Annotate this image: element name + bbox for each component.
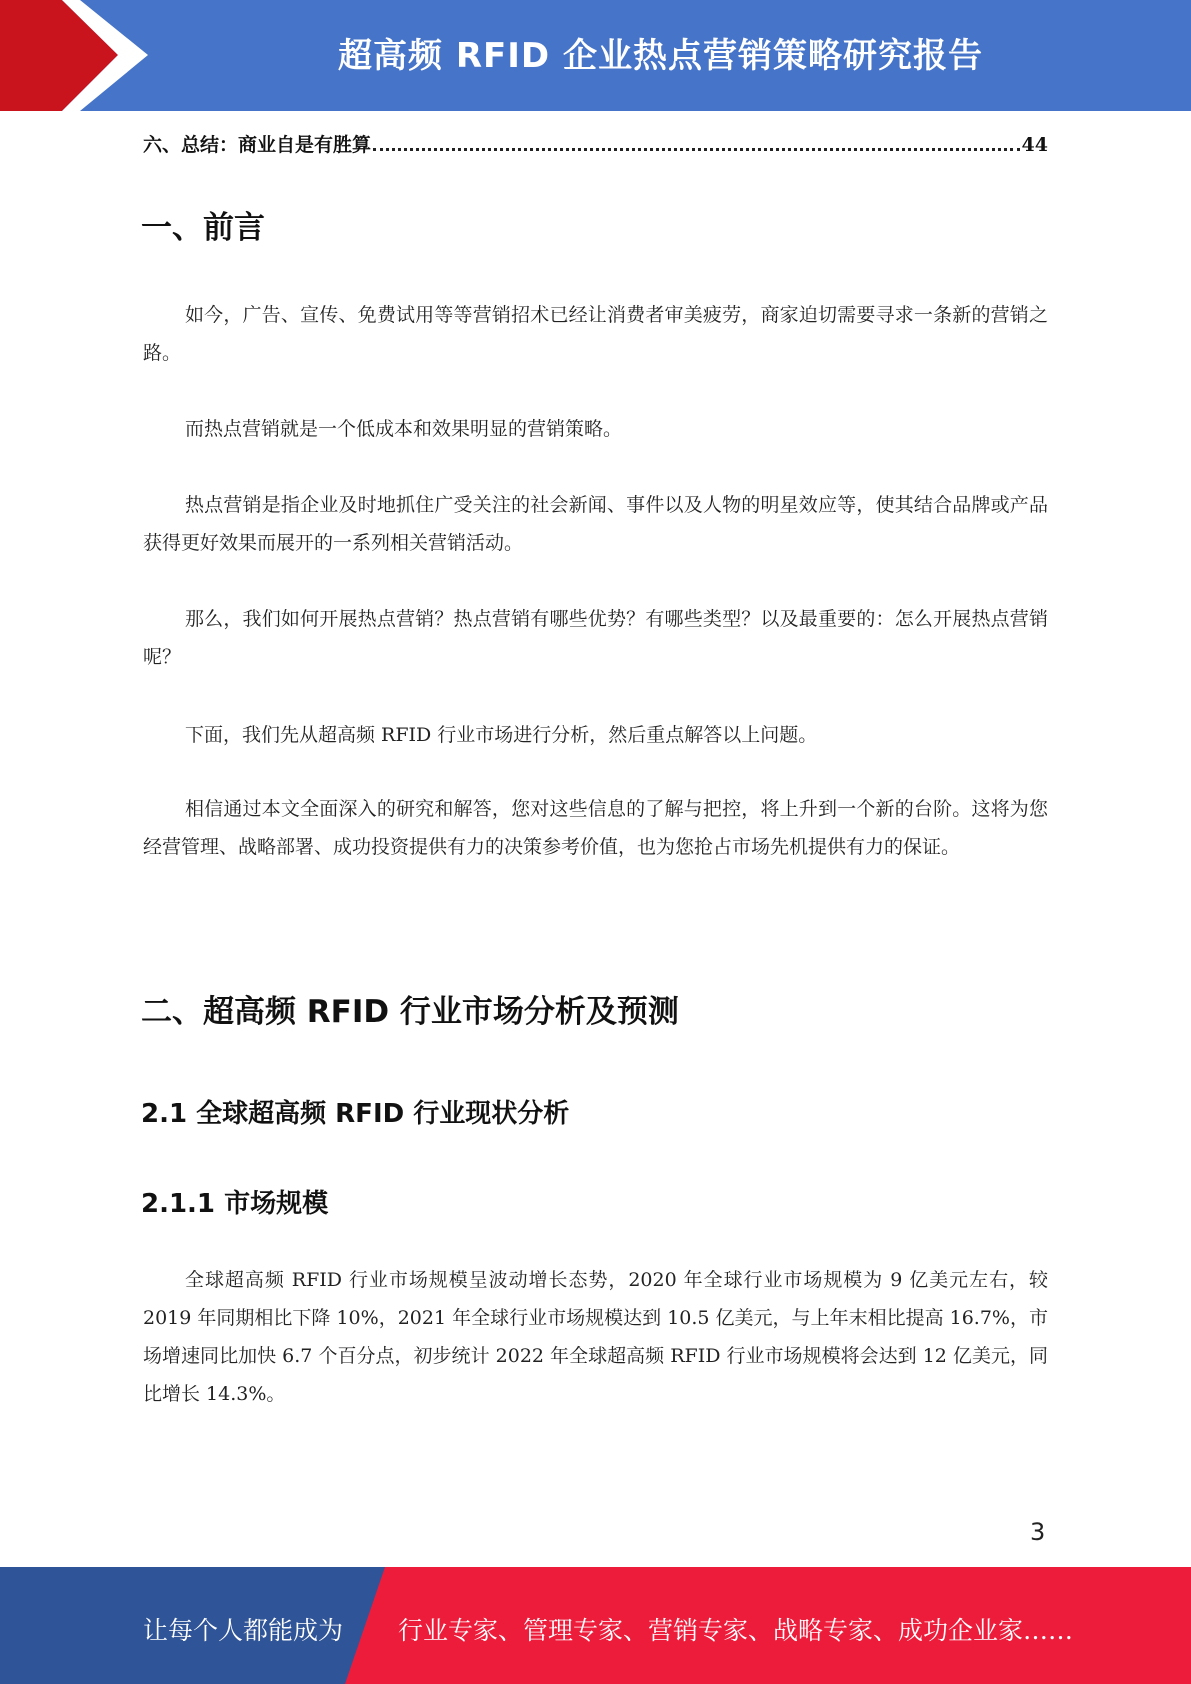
toc-entry-page: 44	[1021, 134, 1048, 156]
footer-slogan-left: 让每个人都能成为	[143, 1616, 344, 1645]
report-title: 超高频 RFID 企业热点营销策略研究报告	[338, 36, 983, 76]
preface-paragraph-2: 而热点营销就是一个低成本和效果明显的营销策略。	[185, 418, 623, 440]
footer-slogan-right: 行业专家、管理专家、营销专家、战略专家、成功企业家……	[398, 1616, 1074, 1645]
preface-paragraph-5: 下面，我们先从超高频 RFID 行业市场进行分析，然后重点解答以上问题。	[185, 724, 818, 746]
market-size-paragraph: 全球超高频 RFID 行业市场规模呈波动增长态势，2020 年全球行业市场规模为 9 亿美元左右，较 2019 年同期相比下降 10%，2021 年全球行业市场规模达到 10.5 亿美元，与上年末相比提高 16.7%，市场增速同比加快 6.7 个百分点，初步统计 2022 年全球超高频 RFID 行业市场规模将会达到 12 亿美元，同比增长 14.3%。	[143, 1269, 1048, 1405]
toc-entry-label: 六、总结：商业自是有胜算	[143, 134, 372, 156]
subsubsection-heading-market-size: 2.1.1 市场规模	[141, 1189, 329, 1219]
section-heading-preface: 一、前言	[141, 210, 265, 246]
header-banner	[0, 0, 1191, 111]
toc-leader-dots	[373, 148, 1020, 151]
preface-paragraph-1: 如今，广告、宣传、免费试用等等营销招术已经让消费者审美疲劳，商家迫切需要寻求一条新的营销之路。	[143, 304, 1048, 364]
section-heading-market-analysis: 二、超高频 RFID 行业市场分析及预测	[141, 994, 679, 1030]
preface-paragraph-3: 热点营销是指企业及时地抓住广受关注的社会新闻、事件以及人物的明星效应等，使其结合品牌或产品获得更好效果而展开的一系列相关营销活动。	[143, 494, 1048, 554]
subsection-heading-global: 2.1 全球超高频 RFID 行业现状分析	[141, 1099, 570, 1129]
footer-banner	[0, 1567, 1191, 1684]
preface-paragraph-6: 相信通过本文全面深入的研究和解答，您对这些信息的了解与把控，将上升到一个新的台阶。这将为您经营管理、战略部署、成功投资提供有力的决策参考价值，也为您抢占市场先机提供有力的保证。	[143, 798, 1048, 858]
toc-entry[interactable]	[143, 130, 1048, 157]
header-arrow-decoration	[0, 0, 160, 111]
preface-paragraph-4: 那么，我们如何开展热点营销？热点营销有哪些优势？有哪些类型？以及最重要的：怎么开展热点营销呢？	[143, 608, 1048, 668]
page-number: 3	[1030, 1518, 1046, 1546]
